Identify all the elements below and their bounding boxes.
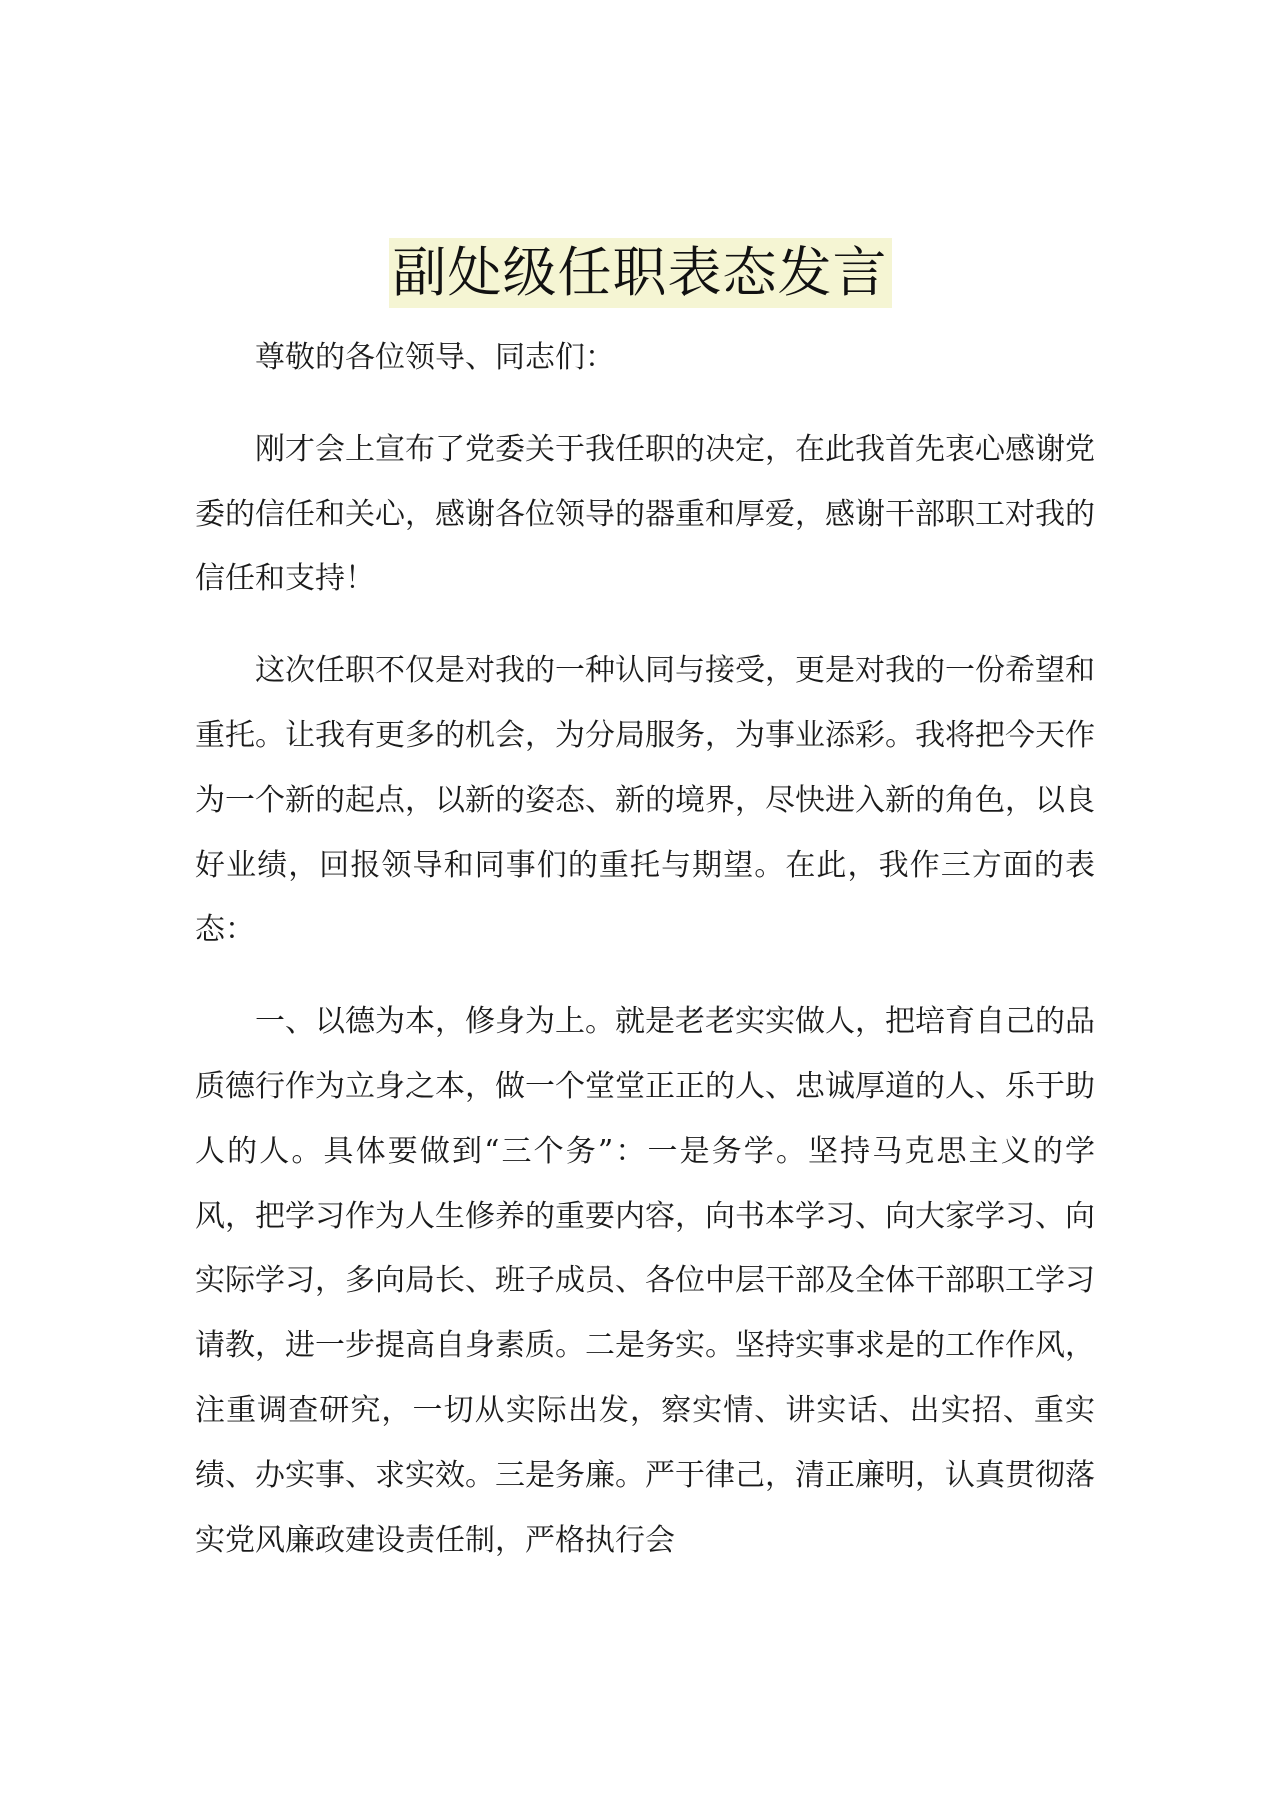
paragraph-point-one: 一、以德为本，修身为上。就是老老实实做人，把培育自己的品质德行作为立身之本，做一个堂堂正正的人、忠诚厚道的人、乐于助人的人。具体要做到“三个务”：一是务学。坚持马克思主义的学风，把学习作为人生修养的重要内容，向书本学习、向大家学习、向实际学习，多向局长、班子成员、各位中层干部及全体干部职工学习请教，进一步提高自身素质。二是务实。坚持实事求是的工作作风，注重调查研究，一切从实际出发，察实情、讲实话、出实招、重实绩、办实事、求实效。三是务廉。严于律己，清正廉明，认真贯彻落实党风廉政建设责任制，严格执行会	[195, 1004, 1095, 1558]
paragraph-commitment: 这次任职不仅是对我的一种认同与接受，更是对我的一份希望和重托。让我有更多的机会，为分局服务，为事业添彩。我将把今天作为一个新的起点，以新的姿态、新的境界，尽快进入新的角色，以良好业绩，回报领导和同事们的重托与期望。在此，我作三方面的表态：	[195, 653, 1095, 948]
document-title: 副处级任职表态发言	[389, 238, 892, 308]
document-body	[195, 326, 1095, 1600]
paragraph-thanks: 刚才会上宣布了党委关于我任职的决定，在此我首先衷心感谢党委的信任和关心，感谢各位领导的器重和厚爱，感谢干部职工对我的信任和支持！	[195, 431, 1095, 597]
salutation: 尊敬的各位领导、同志们：	[255, 340, 615, 375]
title-container	[0, 202, 1280, 344]
